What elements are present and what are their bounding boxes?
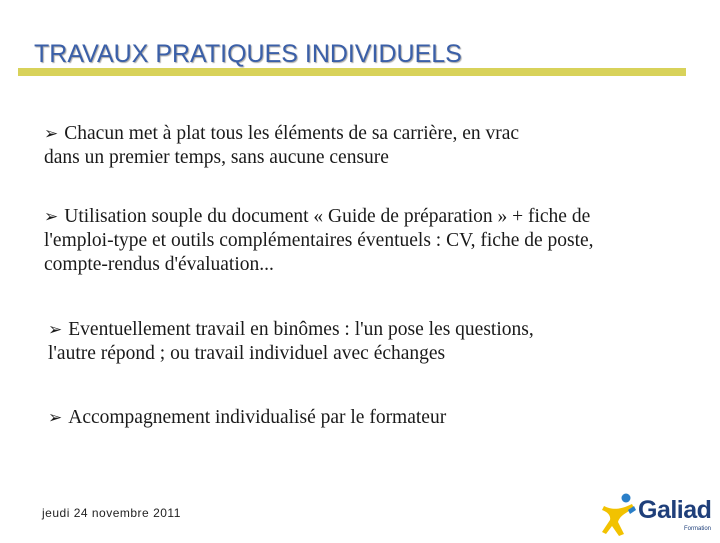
bullet-2	[44, 205, 594, 277]
arrow-bullet-icon: ➢	[48, 408, 63, 428]
bullet-1-line-2: dans un premier temps, sans aucune censure	[44, 147, 389, 168]
bullet-2-line-3: compte-rendus d'évaluation...	[44, 254, 274, 275]
bullet-1	[44, 122, 519, 170]
bullet-2-line-1: Utilisation souple du document « Guide de préparation » + fiche de	[64, 206, 591, 227]
bullet-2-line-2: l'emploi-type et outils complémentaires éventuels : CV, fiche de poste,	[44, 230, 594, 251]
title-underline	[18, 68, 686, 76]
bullet-4-line-1: Accompagnement individualisé par le formateur	[68, 407, 447, 428]
logo-subtitle: Formation	[684, 526, 712, 532]
bullet-3	[48, 318, 534, 366]
arrow-bullet-icon: ➢	[48, 320, 63, 340]
bullet-1-line-1: Chacun met à plat tous les éléments de sa carrière, en vrac	[64, 123, 520, 144]
arrow-bullet-icon: ➢	[44, 207, 59, 227]
slide-title: TRAVAUX PRATIQUES INDIVIDUELS	[34, 40, 462, 68]
logo-wordmark: Galiad	[638, 496, 712, 524]
galiad-figure-icon	[600, 492, 640, 538]
arrow-bullet-icon: ➢	[44, 124, 59, 144]
bullet-3-line-1: Eventuellement travail en binômes : l'un pose les questions,	[68, 319, 534, 340]
galiad-logo	[600, 492, 716, 538]
bullet-4	[48, 406, 446, 430]
bullet-3-line-2: l'autre répond ; ou travail individuel avec échanges	[48, 343, 446, 364]
footer-date: jeudi 24 novembre 2011	[42, 506, 181, 520]
